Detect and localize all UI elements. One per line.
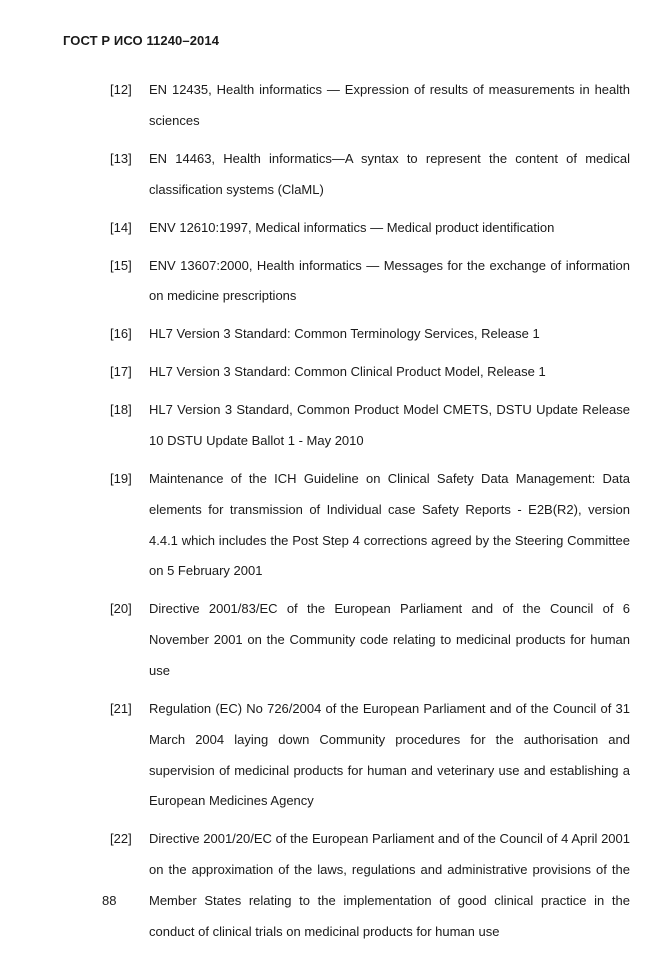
reference-item (110, 319, 630, 350)
reference-number: [20] (110, 601, 132, 617)
reference-item (110, 144, 630, 206)
reference-text: HL7 Version 3 Standard: Common Terminology Services, Release 1 (149, 326, 540, 342)
reference-text: Directive 2001/83/EC of the European Parliament and of the Council of 6 November 2001 on the Community code relating to medicinal products for human use (149, 601, 630, 679)
reference-number: [22] (110, 831, 132, 847)
reference-text: EN 12435, Health informatics — Expression of results of measurements in health sciences (149, 82, 630, 128)
reference-number: [16] (110, 326, 132, 342)
reference-item (110, 251, 630, 313)
reference-text: HL7 Version 3 Standard: Common Clinical Product Model, Release 1 (149, 364, 546, 380)
reference-item (110, 464, 630, 587)
reference-item (110, 694, 630, 817)
reference-item (110, 357, 630, 388)
reference-text: ENV 12610:1997, Medical informatics — Medical product identification (149, 219, 555, 235)
reference-list (110, 75, 630, 955)
reference-item (110, 213, 630, 244)
reference-text: HL7 Version 3 Standard, Common Product Model CMETS, DSTU Update Release 10 DSTU Update Ballot 1 - May 2010 (149, 402, 630, 449)
document-header: ГОСТ Р ИСО 11240–2014 (63, 33, 220, 48)
reference-text: EN 14463, Health informatics—A syntax to represent the content of medical classification systems (ClaML) (149, 150, 630, 197)
reference-item (110, 75, 630, 137)
reference-text: ENV 13607:2000, Health informatics — Messages for the exchange of information on medicine prescriptions (149, 257, 630, 304)
reference-number: [12] (110, 82, 132, 97)
reference-number: [21] (110, 701, 132, 717)
reference-item (110, 594, 630, 686)
reference-text: Regulation (EC) No 726/2004 of the European Parliament and of the Council of 31 March 2004 laying down Community procedures for the authorisation and supervision of medicinal products for human and veterinary use and establishing a European Medicines Agency (149, 701, 630, 809)
reference-number: [19] (110, 471, 132, 487)
reference-number: [18] (110, 402, 132, 418)
reference-number: [13] (110, 150, 132, 166)
reference-text: Directive 2001/20/EC of the European Parliament and of the Council of 4 April 2001 on the approximation of the laws, regulations and administrative provisions of the Member States relating to the implementation of good clinical practice in the conduct of clinical trials on medicinal products for human use (149, 831, 630, 939)
page-number: 88 (102, 893, 117, 908)
reference-number: [14] (110, 219, 132, 235)
reference-item (110, 824, 630, 947)
reference-number: [17] (110, 364, 132, 380)
reference-text: Maintenance of the ICH Guideline on Clinical Safety Data Management: Data elements for transmission of Individual case Safety Reports - E2B(R2), version 4.4.1 which includes the Post Step 4 corrections agreed by the Steering Committee on 5 February 2001 (149, 471, 630, 579)
reference-item (110, 395, 630, 457)
reference-number: [15] (110, 257, 132, 273)
